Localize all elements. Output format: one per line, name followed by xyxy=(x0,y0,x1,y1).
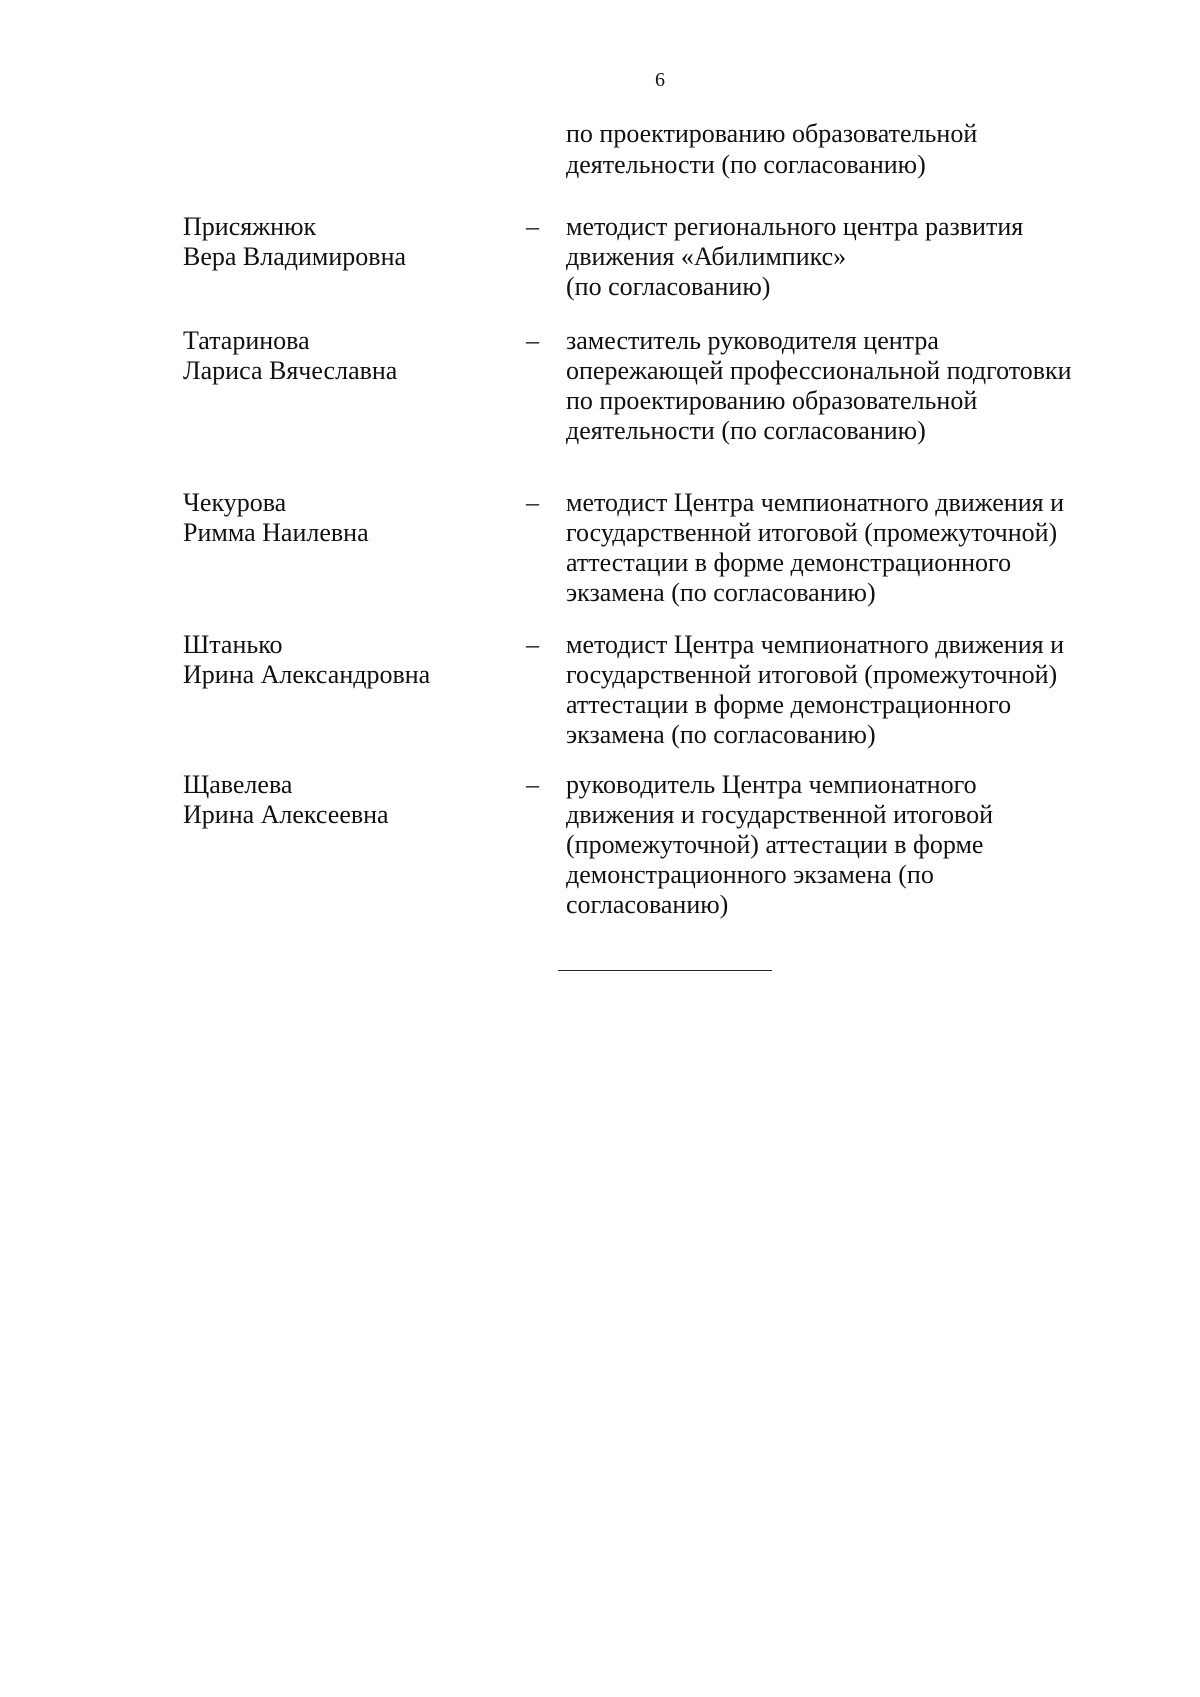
continuation-line: деятельности (по согласованию) xyxy=(566,150,926,179)
continuation-line: по проектированию образовательной xyxy=(566,119,978,148)
role-line: движения «Абилимпикс» xyxy=(566,242,847,271)
dash-separator: – xyxy=(526,326,539,355)
role-line: движения и государственной итоговой xyxy=(566,800,994,829)
member-role xyxy=(566,488,1166,608)
member-surname: Татаринова xyxy=(183,326,310,355)
role-line: экзамена (по согласованию) xyxy=(566,578,876,607)
member-surname: Щавелева xyxy=(183,770,293,799)
role-line: аттестации в форме демонстрационного xyxy=(566,548,1012,577)
role-line: экзамена (по согласованию) xyxy=(566,720,876,749)
member-list xyxy=(183,212,1183,920)
member-given-name: Ирина Александровна xyxy=(183,660,431,689)
dash-separator: – xyxy=(526,770,539,799)
role-line: аттестации в форме демонстрационного xyxy=(566,690,1012,719)
role-line: методист Центра чемпионатного движения и xyxy=(566,488,1065,517)
role-line: руководитель Центра чемпионатного xyxy=(566,770,977,799)
member-given-name: Ирина Алексеевна xyxy=(183,800,389,829)
role-line: демонстрационного экзамена (по xyxy=(566,860,934,889)
member-role xyxy=(566,326,1166,446)
role-line: государственной итоговой (промежуточной) xyxy=(566,518,1058,547)
member-given-name: Римма Наилевна xyxy=(183,518,369,547)
member-role xyxy=(566,630,1166,750)
role-line: деятельности (по согласованию) xyxy=(566,416,926,445)
dash-separator: – xyxy=(526,212,539,241)
member-name xyxy=(183,212,503,272)
member-entry xyxy=(183,488,1183,630)
member-role xyxy=(566,212,1166,302)
role-line: (по согласованию) xyxy=(566,272,771,301)
continuation-text xyxy=(566,118,1166,180)
role-line: государственной итоговой (промежуточной) xyxy=(566,660,1058,689)
page-number: 6 xyxy=(655,69,665,91)
role-line: (промежуточной) аттестации в форме xyxy=(566,830,984,859)
dash-separator: – xyxy=(526,630,539,659)
role-line: заместитель руководителя центра xyxy=(566,326,939,355)
member-name xyxy=(183,770,503,830)
member-entry xyxy=(183,326,1183,488)
member-surname: Чекурова xyxy=(183,488,287,517)
member-name xyxy=(183,488,503,548)
dash-separator: – xyxy=(526,488,539,517)
member-entry xyxy=(183,212,1183,326)
member-entry xyxy=(183,630,1183,770)
member-name xyxy=(183,326,503,386)
role-line: по проектированию образовательной xyxy=(566,386,978,415)
member-name xyxy=(183,630,503,690)
member-entry xyxy=(183,770,1183,920)
role-line: согласованию) xyxy=(566,890,729,919)
role-line: методист регионального центра развития xyxy=(566,212,1024,241)
role-line: методист Центра чемпионатного движения и xyxy=(566,630,1065,659)
role-line: опережающей профессиональной подготовки xyxy=(566,356,1072,385)
member-surname: Штанько xyxy=(183,630,283,659)
member-role xyxy=(566,770,1166,920)
end-rule xyxy=(558,970,772,971)
member-given-name: Лариса Вячеславна xyxy=(183,356,398,385)
member-given-name: Вера Владимировна xyxy=(183,242,407,271)
member-surname: Присяжнюк xyxy=(183,212,317,241)
